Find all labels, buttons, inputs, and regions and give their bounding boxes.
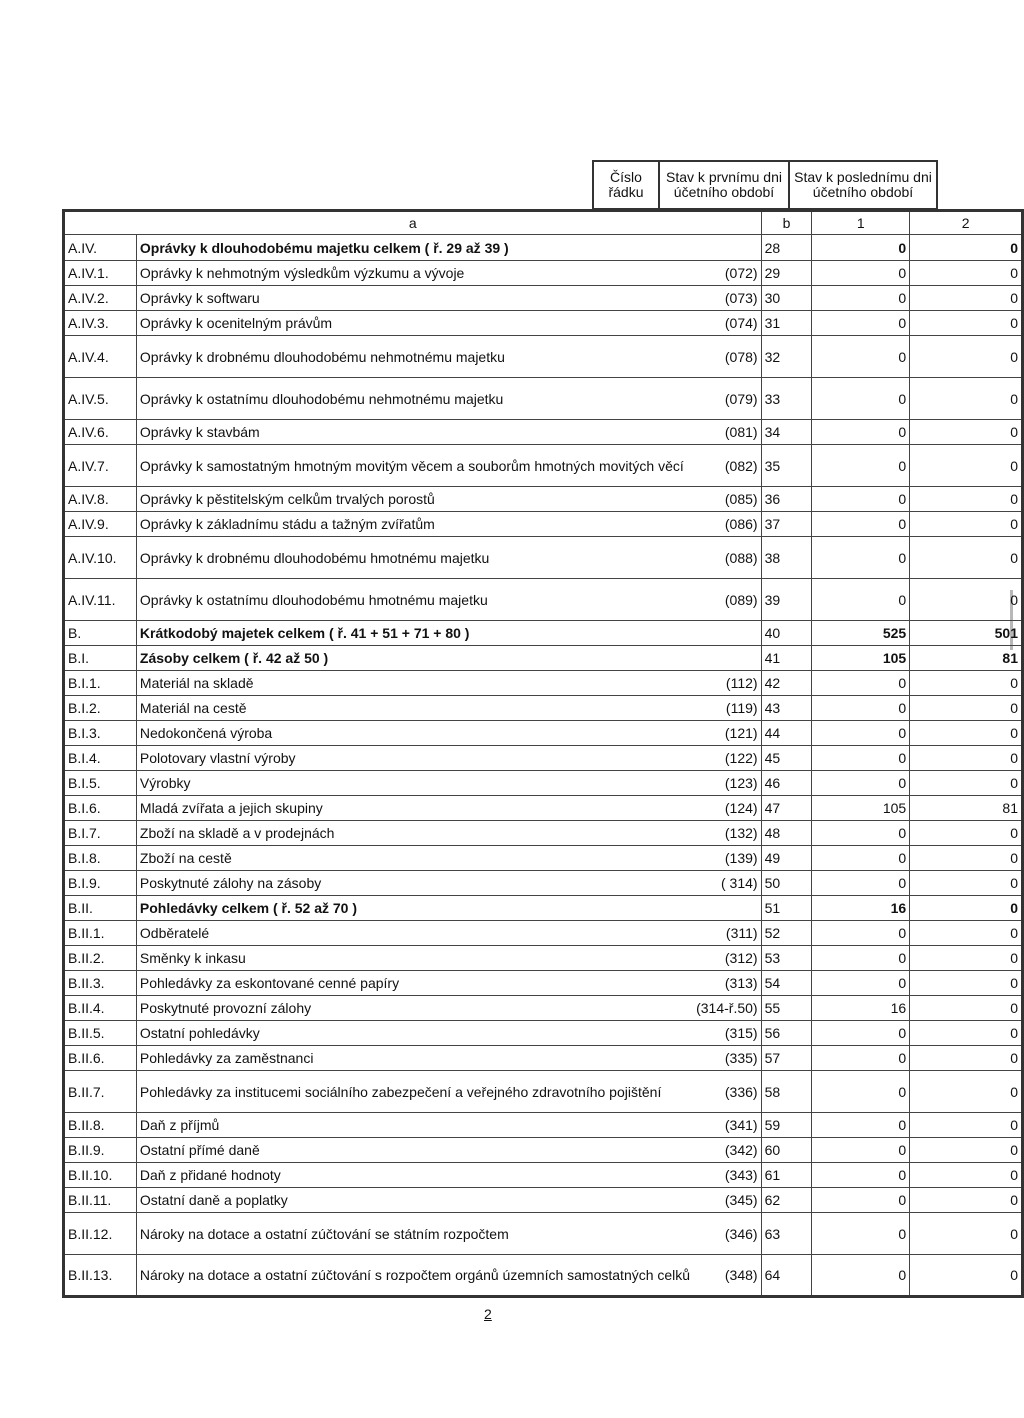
row-number: 48	[761, 821, 812, 846]
row-value-start: 0	[812, 311, 910, 336]
row-number: 47	[761, 796, 812, 821]
row-value-end: 0	[910, 1188, 1023, 1213]
row-value-start: 16	[812, 996, 910, 1021]
balance-table	[62, 209, 1024, 1298]
row-label: Odběratelé	[136, 921, 693, 946]
row-number: 60	[761, 1138, 812, 1163]
header-cislo-radku	[592, 160, 658, 210]
row-value-start: 0	[812, 579, 910, 621]
row-account: (342)	[693, 1138, 761, 1163]
table-row	[64, 261, 1023, 286]
row-account: (341)	[693, 1113, 761, 1138]
row-value-start: 0	[812, 696, 910, 721]
row-account: (074)	[693, 311, 761, 336]
row-number: 45	[761, 746, 812, 771]
table-row	[64, 896, 1023, 921]
row-value-end: 0	[910, 378, 1023, 420]
row-number: 37	[761, 512, 812, 537]
table-row	[64, 921, 1023, 946]
row-number: 44	[761, 721, 812, 746]
table-row	[64, 445, 1023, 487]
caption-2: 2	[910, 211, 1023, 235]
row-label: Oprávky k nehmotným výsledkům výzkumu a vývoje	[136, 261, 693, 286]
row-account: (345)	[693, 1188, 761, 1213]
row-account: (089)	[693, 579, 761, 621]
table-row	[64, 1213, 1023, 1255]
row-number: 54	[761, 971, 812, 996]
row-label: Pohledávky za zaměstnanci	[136, 1046, 693, 1071]
row-value-end: 0	[910, 671, 1023, 696]
row-code: A.IV.5.	[64, 378, 137, 420]
row-value-end: 0	[910, 846, 1023, 871]
row-value-start: 0	[812, 1113, 910, 1138]
row-label: Oprávky k softwaru	[136, 286, 693, 311]
row-label: Oprávky k samostatným hmotným movitým věcem a souborům hmotných movitých věcí	[136, 445, 693, 487]
row-value-end: 0	[910, 579, 1023, 621]
row-label: Nároky na dotace a ostatní zúčtování s rozpočtem orgánů územních samostatných celků	[136, 1255, 693, 1297]
row-number: 55	[761, 996, 812, 1021]
row-account: (336)	[693, 1071, 761, 1113]
row-code: B.II.13.	[64, 1255, 137, 1297]
row-account	[693, 896, 761, 921]
row-number: 56	[761, 1021, 812, 1046]
row-value-end: 0	[910, 1255, 1023, 1297]
row-number: 32	[761, 336, 812, 378]
caption-1: 1	[812, 211, 910, 235]
row-value-start: 0	[812, 1188, 910, 1213]
row-code: A.IV.6.	[64, 420, 137, 445]
row-label: Výrobky	[136, 771, 693, 796]
row-value-end: 0	[910, 1113, 1023, 1138]
table-row	[64, 512, 1023, 537]
row-label: Pohledávky za eskontované cenné papíry	[136, 971, 693, 996]
row-code: A.IV.10.	[64, 537, 137, 579]
row-number: 46	[761, 771, 812, 796]
row-code: A.IV.4.	[64, 336, 137, 378]
table-row	[64, 537, 1023, 579]
caption-row	[64, 211, 1023, 235]
row-number: 61	[761, 1163, 812, 1188]
row-label: Oprávky k ocenitelným právům	[136, 311, 693, 336]
row-value-end: 0	[910, 445, 1023, 487]
row-value-end: 0	[910, 771, 1023, 796]
row-value-start: 0	[812, 1071, 910, 1113]
row-value-end: 0	[910, 420, 1023, 445]
row-label: Polotovary vlastní výroby	[136, 746, 693, 771]
row-code: A.IV.8.	[64, 487, 137, 512]
row-code: B.I.	[64, 646, 137, 671]
row-value-end: 0	[910, 1213, 1023, 1255]
table-row	[64, 746, 1023, 771]
row-number: 52	[761, 921, 812, 946]
row-value-end: 0	[910, 871, 1023, 896]
row-value-end: 0	[910, 537, 1023, 579]
row-account: (079)	[693, 378, 761, 420]
row-value-start: 525	[812, 621, 910, 646]
row-value-end: 0	[910, 487, 1023, 512]
row-code: B.II.	[64, 896, 137, 921]
row-number: 42	[761, 671, 812, 696]
row-code: B.I.6.	[64, 796, 137, 821]
table-row	[64, 1163, 1023, 1188]
row-number: 43	[761, 696, 812, 721]
row-value-start: 0	[812, 671, 910, 696]
row-account: (313)	[693, 971, 761, 996]
row-value-start: 0	[812, 1021, 910, 1046]
row-value-start: 0	[812, 1163, 910, 1188]
row-label: Oprávky k dlouhodobému majetku celkem ( ř. 29 až 39 )	[136, 235, 693, 261]
row-label: Ostatní pohledávky	[136, 1021, 693, 1046]
row-value-start: 0	[812, 746, 910, 771]
row-value-end: 0	[910, 1046, 1023, 1071]
row-label: Materiál na cestě	[136, 696, 693, 721]
table-row	[64, 1113, 1023, 1138]
row-label: Mladá zvířata a jejich skupiny	[136, 796, 693, 821]
row-value-end: 0	[910, 1138, 1023, 1163]
row-value-start: 0	[812, 235, 910, 261]
row-label: Zásoby celkem ( ř. 42 až 50 )	[136, 646, 693, 671]
row-account: (081)	[693, 420, 761, 445]
row-number: 64	[761, 1255, 812, 1297]
table-row	[64, 235, 1023, 261]
row-label: Ostatní daně a poplatky	[136, 1188, 693, 1213]
row-label: Pohledávky za institucemi sociálního zabezpečení a veřejného zdravotního pojištění	[136, 1071, 693, 1113]
row-value-end: 0	[910, 1071, 1023, 1113]
row-code: A.IV.	[64, 235, 137, 261]
table-row	[64, 1046, 1023, 1071]
row-value-start: 0	[812, 721, 910, 746]
row-value-start: 0	[812, 871, 910, 896]
row-number: 51	[761, 896, 812, 921]
table-row	[64, 1138, 1023, 1163]
row-account: (315)	[693, 1021, 761, 1046]
row-value-end: 0	[910, 921, 1023, 946]
row-account: (088)	[693, 537, 761, 579]
row-value-start: 0	[812, 537, 910, 579]
row-account: (073)	[693, 286, 761, 311]
row-account: (072)	[693, 261, 761, 286]
table-row	[64, 646, 1023, 671]
row-number: 35	[761, 445, 812, 487]
row-number: 39	[761, 579, 812, 621]
row-account: (132)	[693, 821, 761, 846]
row-value-end: 81	[910, 796, 1023, 821]
row-number: 57	[761, 1046, 812, 1071]
row-value-start: 0	[812, 946, 910, 971]
row-number: 58	[761, 1071, 812, 1113]
row-code: A.IV.7.	[64, 445, 137, 487]
row-label: Poskytnuté zálohy na zásoby	[136, 871, 693, 896]
table-row	[64, 579, 1023, 621]
row-value-end: 0	[910, 1021, 1023, 1046]
row-value-start: 0	[812, 420, 910, 445]
row-account	[693, 235, 761, 261]
row-code: B.II.9.	[64, 1138, 137, 1163]
row-code: A.IV.1.	[64, 261, 137, 286]
row-value-start: 0	[812, 846, 910, 871]
row-label: Oprávky k ostatnímu dlouhodobému nehmotnému majetku	[136, 378, 693, 420]
row-number: 53	[761, 946, 812, 971]
row-account: (314-ř.50)	[693, 996, 761, 1021]
row-code: B.II.3.	[64, 971, 137, 996]
row-account	[693, 621, 761, 646]
row-code: B.II.7.	[64, 1071, 137, 1113]
row-label: Oprávky k drobnému dlouhodobému hmotnému majetku	[136, 537, 693, 579]
row-account: (348)	[693, 1255, 761, 1297]
row-value-end: 0	[910, 746, 1023, 771]
row-code: B.I.8.	[64, 846, 137, 871]
row-value-end: 0	[910, 512, 1023, 537]
row-account: (112)	[693, 671, 761, 696]
row-value-end: 501	[910, 621, 1023, 646]
caption-b: b	[761, 211, 812, 235]
row-account: (123)	[693, 771, 761, 796]
row-value-end: 0	[910, 235, 1023, 261]
row-value-start: 0	[812, 921, 910, 946]
row-code: B.I.9.	[64, 871, 137, 896]
row-number: 33	[761, 378, 812, 420]
row-account: (086)	[693, 512, 761, 537]
row-value-end: 0	[910, 721, 1023, 746]
row-label: Poskytnuté provozní zálohy	[136, 996, 693, 1021]
row-number: 40	[761, 621, 812, 646]
table-row	[64, 487, 1023, 512]
row-code: A.IV.2.	[64, 286, 137, 311]
caption-a: a	[64, 211, 762, 235]
row-value-start: 0	[812, 1213, 910, 1255]
table-row	[64, 796, 1023, 821]
row-label: Zboží na cestě	[136, 846, 693, 871]
row-value-start: 0	[812, 821, 910, 846]
table-row	[64, 420, 1023, 445]
row-code: B.I.3.	[64, 721, 137, 746]
row-number: 36	[761, 487, 812, 512]
row-value-start: 0	[812, 286, 910, 311]
row-code: B.II.11.	[64, 1188, 137, 1213]
row-account: (312)	[693, 946, 761, 971]
row-account: ( 314)	[693, 871, 761, 896]
row-label: Pohledávky celkem ( ř. 52 až 70 )	[136, 896, 693, 921]
row-value-end: 0	[910, 1163, 1023, 1188]
table-row	[64, 996, 1023, 1021]
row-label: Oprávky k pěstitelským celkům trvalých porostů	[136, 487, 693, 512]
table-row	[64, 821, 1023, 846]
row-code: A.IV.3.	[64, 311, 137, 336]
row-code: B.I.1.	[64, 671, 137, 696]
row-account: (082)	[693, 445, 761, 487]
row-value-end: 0	[910, 336, 1023, 378]
row-value-end: 81	[910, 646, 1023, 671]
table-row	[64, 621, 1023, 646]
row-value-start: 0	[812, 1138, 910, 1163]
row-account: (085)	[693, 487, 761, 512]
table-row	[64, 378, 1023, 420]
row-value-start: 0	[812, 261, 910, 286]
row-label: Daň z přidané hodnoty	[136, 1163, 693, 1188]
row-value-start: 0	[812, 445, 910, 487]
row-value-start: 0	[812, 1046, 910, 1071]
row-number: 59	[761, 1113, 812, 1138]
row-number: 41	[761, 646, 812, 671]
row-value-start: 0	[812, 487, 910, 512]
row-value-start: 0	[812, 336, 910, 378]
table-row	[64, 311, 1023, 336]
header-stav1-text: Stav k prvnímu dni účetního období	[666, 169, 782, 200]
row-code: B.I.7.	[64, 821, 137, 846]
row-number: 50	[761, 871, 812, 896]
row-label: Zboží na skladě a v prodejnách	[136, 821, 693, 846]
table-row	[64, 871, 1023, 896]
row-value-end: 0	[910, 896, 1023, 921]
row-number: 30	[761, 286, 812, 311]
row-code: B.II.5.	[64, 1021, 137, 1046]
row-code: B.I.5.	[64, 771, 137, 796]
table-row	[64, 671, 1023, 696]
row-label: Daň z příjmů	[136, 1113, 693, 1138]
row-label: Oprávky k základnímu stádu a tažným zvířatům	[136, 512, 693, 537]
row-code: B.II.12.	[64, 1213, 137, 1255]
row-value-end: 0	[910, 286, 1023, 311]
row-value-end: 0	[910, 696, 1023, 721]
row-label: Oprávky k ostatnímu dlouhodobému hmotnému majetku	[136, 579, 693, 621]
row-code: B.II.2.	[64, 946, 137, 971]
row-code: B.I.4.	[64, 746, 137, 771]
row-code: B.I.2.	[64, 696, 137, 721]
table-row	[64, 286, 1023, 311]
row-code: B.II.4.	[64, 996, 137, 1021]
row-code: B.II.1.	[64, 921, 137, 946]
header-stav2-text: Stav k poslednímu dni účetního období	[794, 169, 932, 200]
table-row	[64, 1021, 1023, 1046]
row-value-end: 0	[910, 261, 1023, 286]
row-account: (139)	[693, 846, 761, 871]
row-account: (124)	[693, 796, 761, 821]
row-code: A.IV.9.	[64, 512, 137, 537]
row-value-end: 0	[910, 996, 1023, 1021]
row-value-end: 0	[910, 821, 1023, 846]
row-value-start: 0	[812, 971, 910, 996]
row-number: 49	[761, 846, 812, 871]
table-row	[64, 771, 1023, 796]
row-account: (121)	[693, 721, 761, 746]
row-account: (335)	[693, 1046, 761, 1071]
table-row	[64, 1255, 1023, 1297]
row-value-start: 16	[812, 896, 910, 921]
row-number: 29	[761, 261, 812, 286]
row-label: Ostatní přímé daně	[136, 1138, 693, 1163]
row-value-start: 0	[812, 378, 910, 420]
header-cislo-text: Číslo řádku	[608, 169, 644, 200]
row-number: 62	[761, 1188, 812, 1213]
row-account: (311)	[693, 921, 761, 946]
row-code: A.IV.11.	[64, 579, 137, 621]
table-row	[64, 846, 1023, 871]
row-value-start: 0	[812, 512, 910, 537]
table-row	[64, 971, 1023, 996]
row-account	[693, 646, 761, 671]
row-label: Nedokončená výroba	[136, 721, 693, 746]
row-label: Krátkodobý majetek celkem ( ř. 41 + 51 + 71 + 80 )	[136, 621, 693, 646]
row-account: (343)	[693, 1163, 761, 1188]
table-row	[64, 946, 1023, 971]
row-number: 63	[761, 1213, 812, 1255]
row-account: (346)	[693, 1213, 761, 1255]
row-account: (119)	[693, 696, 761, 721]
row-value-start: 105	[812, 796, 910, 821]
row-label: Oprávky k drobnému dlouhodobému nehmotnému majetku	[136, 336, 693, 378]
header-stav-posledni	[788, 160, 938, 210]
row-number: 38	[761, 537, 812, 579]
row-code: B.II.6.	[64, 1046, 137, 1071]
row-value-end: 0	[910, 971, 1023, 996]
row-code: B.II.8.	[64, 1113, 137, 1138]
row-value-start: 0	[812, 1255, 910, 1297]
row-code: B.	[64, 621, 137, 646]
table-row	[64, 1071, 1023, 1113]
row-account: (122)	[693, 746, 761, 771]
row-value-end: 0	[910, 946, 1023, 971]
row-number: 34	[761, 420, 812, 445]
row-label: Směnky k inkasu	[136, 946, 693, 971]
table-row	[64, 696, 1023, 721]
row-number: 28	[761, 235, 812, 261]
row-account: (078)	[693, 336, 761, 378]
table-row	[64, 721, 1023, 746]
row-code: B.II.10.	[64, 1163, 137, 1188]
row-value-end: 0	[910, 311, 1023, 336]
table-row	[64, 1188, 1023, 1213]
page-number: 2	[484, 1306, 492, 1322]
row-label: Materiál na skladě	[136, 671, 693, 696]
row-label: Nároky na dotace a ostatní zúčtování se státním rozpočtem	[136, 1213, 693, 1255]
row-label: Oprávky k stavbám	[136, 420, 693, 445]
table-row	[64, 336, 1023, 378]
header-stav-prvni	[658, 160, 788, 210]
row-number: 31	[761, 311, 812, 336]
row-value-start: 0	[812, 771, 910, 796]
row-value-start: 105	[812, 646, 910, 671]
